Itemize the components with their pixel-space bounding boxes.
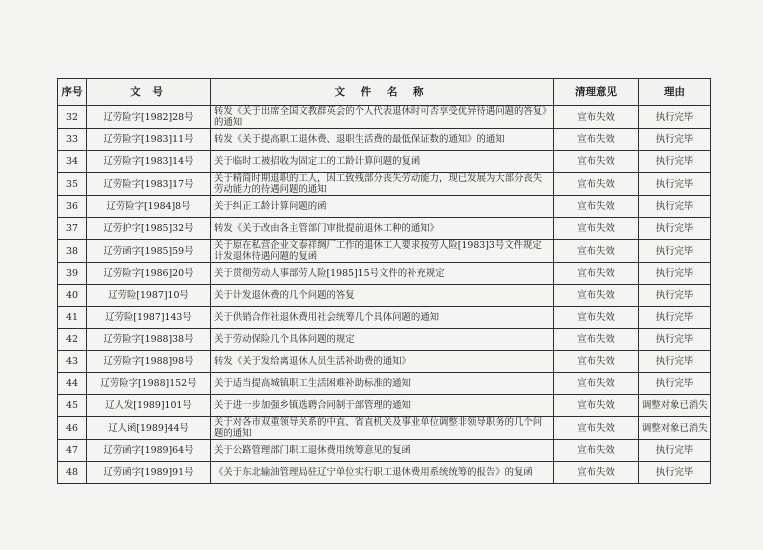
cell-seq: 34 (58, 151, 87, 173)
cell-seq: 38 (58, 240, 87, 263)
table-row (58, 462, 711, 484)
cell-reason: 执行完毕 (639, 263, 711, 285)
cell-reason: 调整对象已消失 (639, 417, 711, 440)
cell-title: 关于纠正工龄计算问题的函 (211, 196, 554, 218)
cell-doc-no: 辽劳护字[1985]32号 (87, 218, 211, 240)
table-row (58, 307, 711, 329)
cell-doc-no: 辽劳函字[1985]59号 (87, 240, 211, 263)
cell-opinion: 宣布失效 (554, 151, 639, 173)
cell-reason: 执行完毕 (639, 462, 711, 484)
cell-title: 关于精简时期退职的工人，因工致残部分丧失劳动能力，现已发展为大部分丧失劳动能力的待遇问题的通知 (211, 173, 554, 196)
cell-reason: 执行完毕 (639, 196, 711, 218)
table-row (58, 417, 711, 440)
cell-seq: 41 (58, 307, 87, 329)
cell-opinion: 宣布失效 (554, 285, 639, 307)
cell-title: 关于对各市双重领导关系的中直、省直机关及事业单位调整非领导职务的几个问题的通知 (211, 417, 554, 440)
cell-title: 关于计发退休费的几个问题的答复 (211, 285, 554, 307)
cell-title: 关于适当提高城镇职工生活困难补助标准的通知 (211, 373, 554, 395)
cell-reason: 执行完毕 (639, 307, 711, 329)
table-row (58, 106, 711, 129)
cell-opinion: 宣布失效 (554, 263, 639, 285)
cell-reason: 执行完毕 (639, 373, 711, 395)
cell-seq: 37 (58, 218, 87, 240)
cell-reason: 执行完毕 (639, 440, 711, 462)
table-header-row (58, 79, 711, 106)
table-row (58, 329, 711, 351)
table-row (58, 129, 711, 151)
table-body (58, 106, 711, 484)
cell-seq: 32 (58, 106, 87, 129)
cell-title: 关于劳动保险几个具体问题的规定 (211, 329, 554, 351)
cell-opinion: 宣布失效 (554, 218, 639, 240)
cell-title: 关于贯彻劳动人事部劳人险[1985]15号文件的补充规定 (211, 263, 554, 285)
cell-title: 转发《关于出席全国文教群英会的个人代表退休时可否享受优异待遇问题的答复》的通知 (211, 106, 554, 129)
table-row (58, 263, 711, 285)
table-row (58, 218, 711, 240)
table-row (58, 196, 711, 218)
regulation-cleanup-table (57, 78, 711, 484)
cell-title: 关于供销合作社退休费用社会统筹几个具体问题的通知 (211, 307, 554, 329)
cell-opinion: 宣布失效 (554, 329, 639, 351)
cell-seq: 40 (58, 285, 87, 307)
cell-reason: 执行完毕 (639, 329, 711, 351)
cell-opinion: 宣布失效 (554, 307, 639, 329)
cell-doc-no: 辽劳险字[1983]11号 (87, 129, 211, 151)
cell-seq: 43 (58, 351, 87, 373)
cell-title: 转发《关于提高职工退休费、退职生活费的最低保证数的通知》的通知 (211, 129, 554, 151)
header-reason: 理由 (639, 79, 711, 106)
cell-reason: 执行完毕 (639, 218, 711, 240)
cell-opinion: 宣布失效 (554, 462, 639, 484)
cell-doc-no: 辽劳险字[1983]17号 (87, 173, 211, 196)
cell-reason: 执行完毕 (639, 285, 711, 307)
table-row (58, 240, 711, 263)
header-title: 文 件 名 称 (211, 79, 554, 106)
cell-reason: 执行完毕 (639, 151, 711, 173)
cell-doc-no: 辽劳险[1987]10号 (87, 285, 211, 307)
cell-reason: 执行完毕 (639, 351, 711, 373)
header-opinion: 清理意见 (554, 79, 639, 106)
cell-reason: 执行完毕 (639, 240, 711, 263)
cell-title: 转发《关于改由各主管部门审批提前退休工种的通知》 (211, 218, 554, 240)
cell-seq: 39 (58, 263, 87, 285)
cell-opinion: 宣布失效 (554, 240, 639, 263)
cell-seq: 42 (58, 329, 87, 351)
table-row (58, 173, 711, 196)
cell-title: 转发《关于发给离退休人员生活补助费的通知》 (211, 351, 554, 373)
cell-doc-no: 辽人发[1989]101号 (87, 395, 211, 417)
cell-opinion: 宣布失效 (554, 173, 639, 196)
cell-doc-no: 辽劳险字[1988]38号 (87, 329, 211, 351)
cell-opinion: 宣布失效 (554, 395, 639, 417)
cell-reason: 执行完毕 (639, 106, 711, 129)
cell-doc-no: 辽人函[1989]44号 (87, 417, 211, 440)
cell-seq: 48 (58, 462, 87, 484)
cell-opinion: 宣布失效 (554, 106, 639, 129)
cell-title: 关于临时工被招收为固定工的工龄计算问题的复函 (211, 151, 554, 173)
cell-seq: 33 (58, 129, 87, 151)
cell-doc-no: 辽劳函字[1989]64号 (87, 440, 211, 462)
table-row (58, 285, 711, 307)
cell-title: 《关于东北输油管理局驻辽宁单位实行职工退休费用系统统筹的报告》的复函 (211, 462, 554, 484)
cell-title: 关于进一步加强乡镇选聘合同制干部管理的通知 (211, 395, 554, 417)
table-row (58, 151, 711, 173)
cell-seq: 44 (58, 373, 87, 395)
cell-opinion: 宣布失效 (554, 129, 639, 151)
cell-seq: 46 (58, 417, 87, 440)
cell-title: 关于公路管理部门职工退休费用统筹意见的复函 (211, 440, 554, 462)
table-row (58, 440, 711, 462)
cell-opinion: 宣布失效 (554, 373, 639, 395)
cell-seq: 47 (58, 440, 87, 462)
cell-seq: 36 (58, 196, 87, 218)
cell-opinion: 宣布失效 (554, 196, 639, 218)
cell-doc-no: 辽劳险字[1986]20号 (87, 263, 211, 285)
cell-doc-no: 辽劳险字[1988]98号 (87, 351, 211, 373)
header-seq: 序号 (58, 79, 87, 106)
header-doc-no: 文 号 (87, 79, 211, 106)
cell-seq: 45 (58, 395, 87, 417)
cell-doc-no: 辽劳函字[1989]91号 (87, 462, 211, 484)
cell-reason: 执行完毕 (639, 129, 711, 151)
table-row (58, 395, 711, 417)
cell-opinion: 宣布失效 (554, 417, 639, 440)
cell-title: 关于原在私营企业文泰祥绸厂工作的退休工人要求按劳人险[1983]3号文件规定计发退休待遇问题的复函 (211, 240, 554, 263)
table-row (58, 351, 711, 373)
cell-doc-no: 辽劳险字[1983]14号 (87, 151, 211, 173)
cell-reason: 调整对象已消失 (639, 395, 711, 417)
cell-opinion: 宣布失效 (554, 440, 639, 462)
cell-reason: 执行完毕 (639, 173, 711, 196)
cell-doc-no: 辽劳险[1987]143号 (87, 307, 211, 329)
cell-opinion: 宣布失效 (554, 351, 639, 373)
table-row (58, 373, 711, 395)
cell-doc-no: 辽劳险字[1984]8号 (87, 196, 211, 218)
cell-doc-no: 辽劳险字[1982]28号 (87, 106, 211, 129)
cell-seq: 35 (58, 173, 87, 196)
cell-doc-no: 辽劳险字[1988]152号 (87, 373, 211, 395)
